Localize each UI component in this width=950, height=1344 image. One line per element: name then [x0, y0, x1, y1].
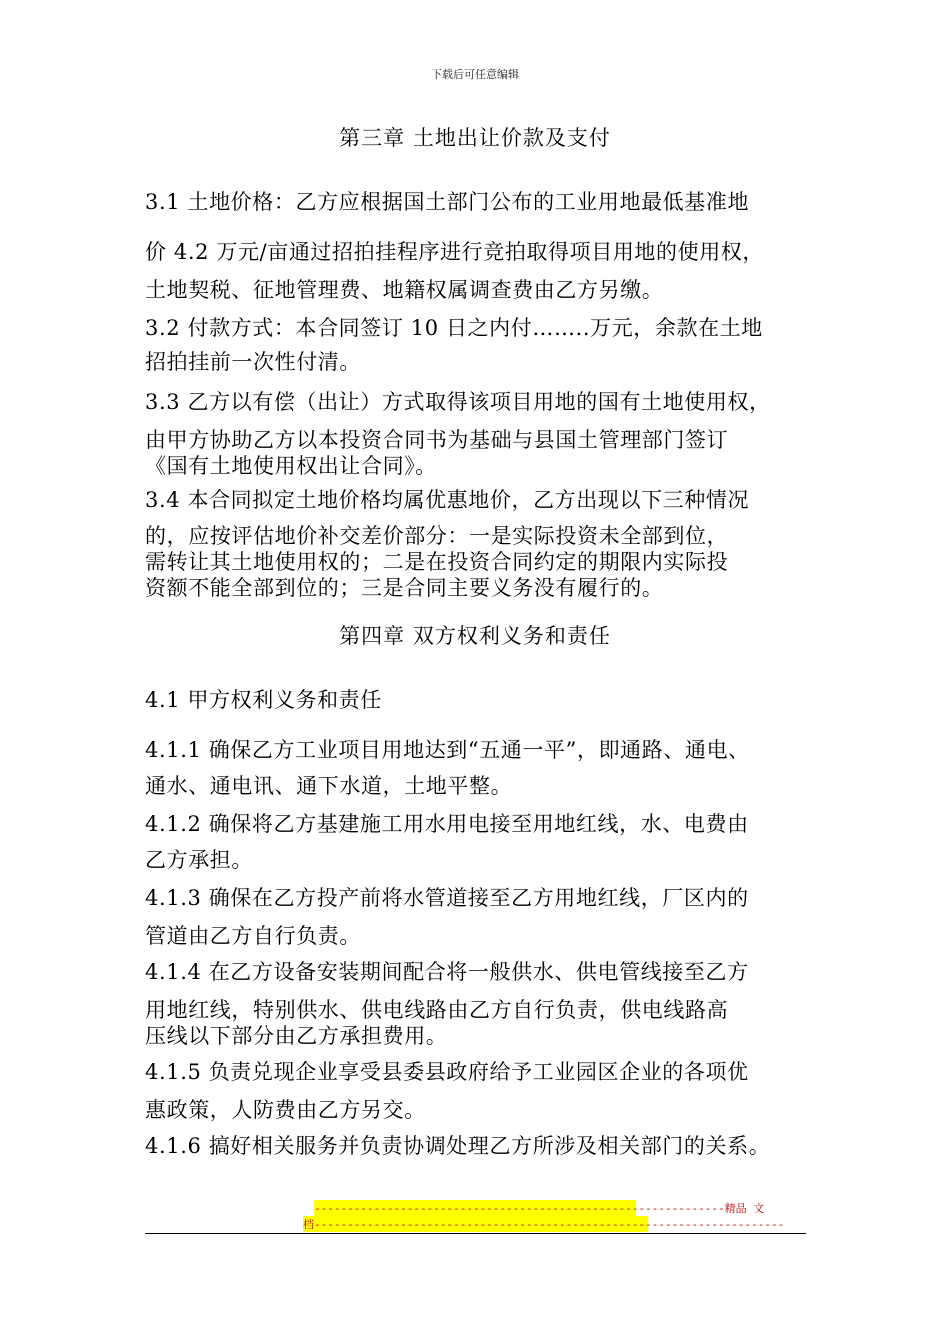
chapter3-line: 由甲方协助乙方以本投资合同书为基础与县国土管理部门签订 [145, 428, 729, 452]
chapter4-line: 4.1.6 搞好相关服务并负责协调处理乙方所涉及相关部门的关系。 [145, 1134, 771, 1158]
footer-mark-line1: --------------------------------------------------------------精品 文 [314, 1202, 765, 1215]
chapter4-line: 用地红线，特别供水、供电线路由乙方自行负责，供电线路高 [145, 998, 729, 1022]
chapter4-line: 通水、通电讯、通下水道，土地平整。 [145, 774, 513, 798]
chapter4-line: 4.1.4 在乙方设备安装期间配合将一般供水、供电管线接至乙方 [145, 960, 749, 984]
chapter4-line: 4.1.5 负责兑现企业享受县委县政府给予工业园区企业的各项优 [145, 1060, 749, 1084]
chapter4-line: 乙方承担。 [145, 848, 253, 872]
chapter3-line: 土地契税、征地管理费、地籍权属调查费由乙方另缴。 [145, 278, 664, 302]
header-note: 下载后可任意编辑 [431, 68, 519, 81]
chapter4-line: 惠政策，人防费由乙方另交。 [145, 1098, 426, 1122]
chapter3-line: 资额不能全部到位的；三是合同主要义务没有履行的。 [145, 576, 664, 600]
chapter3-line: 价 4.2 万元/亩通过招拍挂程序进行竞拍取得项目用地的使用权， [145, 240, 765, 264]
chapter4-line: 4.1 甲方权利义务和责任 [145, 688, 382, 712]
chapter3-line: 3.1 土地价格：乙方应根据国土部门公布的工业用地最低基准地 [145, 190, 750, 214]
chapter3-line: 3.3 乙方以有偿（出让）方式取得该项目用地的国有土地使用权， [145, 390, 771, 414]
footer-mark-line2: 档----------------------------------------------------------------------- [303, 1218, 785, 1231]
chapter3-line: 需转让其土地使用权的；二是在投资合同约定的期限内实际投 [145, 550, 729, 574]
chapter3-line: 3.4 本合同拟定土地价格均属优惠地价，乙方出现以下三种情况 [145, 488, 750, 512]
chapter4-line: 管道由乙方自行负责。 [145, 924, 361, 948]
chapter3-title: 第三章 土地出让价款及支付 [339, 126, 611, 150]
footer-rule [145, 1233, 806, 1234]
chapter3-line: 招拍挂前一次性付清。 [145, 350, 361, 374]
chapter4-line: 4.1.2 确保将乙方基建施工用水用电接至用地红线，水、电费由 [145, 812, 749, 836]
chapter3-line: 3.2 付款方式：本合同签订 10 日之内付……..万元，余款在土地 [145, 316, 763, 340]
chapter4-line: 4.1.1 确保乙方工业项目用地达到“五通一平”，即通路、通电、 [145, 738, 750, 762]
chapter4-line: 4.1.3 确保在乙方投产前将水管道接至乙方用地红线，厂区内的 [145, 886, 749, 910]
chapter3-line: 的，应按评估地价补交差价部分：一是实际投资未全部到位， [145, 524, 729, 548]
chapter4-title: 第四章 双方权利义务和责任 [339, 624, 611, 648]
chapter3-line: 《国有土地使用权出让合同》。 [145, 454, 437, 478]
chapter4-line: 压线以下部分由乙方承担费用。 [145, 1024, 448, 1048]
